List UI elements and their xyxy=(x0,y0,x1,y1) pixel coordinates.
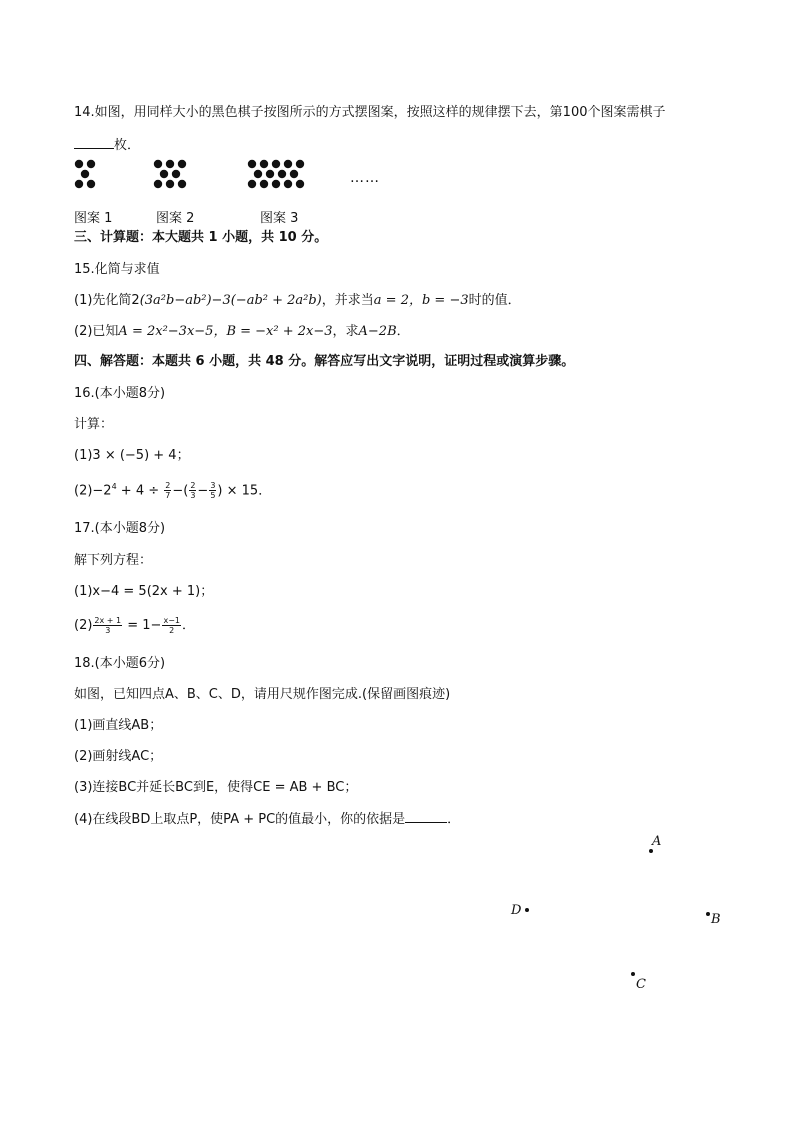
q18-part2: (2)画射线AC； xyxy=(74,749,163,764)
caption-pattern-1: 图案 1 xyxy=(74,211,113,226)
chess-piece xyxy=(166,180,174,188)
q18-part1: (1)画直线AB； xyxy=(74,718,163,733)
chess-piece xyxy=(75,180,83,188)
chess-piece xyxy=(260,160,268,168)
chess-piece xyxy=(248,180,256,188)
chess-piece xyxy=(75,160,83,168)
q16-title: 16.(本小题8分) xyxy=(74,386,166,401)
chess-piece xyxy=(278,170,286,178)
q15-title: 15.化简与求值 xyxy=(74,262,160,277)
chess-piece xyxy=(178,160,186,168)
fraction: $\frac{2}{3}$ xyxy=(190,481,196,501)
fraction: $\frac{3}{5}$ xyxy=(210,481,216,501)
q18-part3: (3)连接BC并延长BC到E，使得CE = AB + BC； xyxy=(74,780,358,795)
q18-part4: (4)在线段BD上取点P，使PA + PC的值最小，你的依据是 ． xyxy=(74,812,461,827)
fraction: $\frac{x-1}{2}$ xyxy=(163,616,180,635)
chess-piece xyxy=(248,160,256,168)
chess-piece xyxy=(284,160,292,168)
chess-piece xyxy=(154,160,162,168)
chess-piece xyxy=(172,170,180,178)
q15-part2: (2)已知A = 2x²−3x−5，B = −x² + 2x−3，求A−2B． xyxy=(74,324,410,339)
point-d-label: D xyxy=(511,903,522,918)
q17-part2: (2) $\frac{2x + 1}{3}$ = 1− $\frac{x-1}{2}$ ． xyxy=(74,616,195,635)
q16-intro: 计算： xyxy=(74,417,114,432)
q18-intro: 如图，已知四点A、B、C、D，请用尺规作图完成.(保留画图痕迹) xyxy=(74,687,451,702)
q16-part2: $(2)-2^4 + 4$ ÷ $\frac{2}{7}$ −( $\frac{2}{3}$ − $\frac{3}{5}$ ) × 15． xyxy=(74,481,272,501)
q17-part1: (1)x−4 = 5(2x + 1)； xyxy=(74,584,214,599)
fraction: $\frac{2x + 1}{3}$ xyxy=(94,616,122,635)
chess-piece xyxy=(272,160,280,168)
section-3-heading: 三、计算题：本大题共 1 小题，共 10 分。 xyxy=(74,230,328,245)
answer-blank[interactable] xyxy=(405,810,447,823)
chess-piece xyxy=(87,160,95,168)
q15-part1: (1)先化简2(3a²b−ab²)−3(−ab² + 2a²b)，并求当a = 2，b = −3时的值． xyxy=(74,293,521,308)
caption-pattern-2: 图案 2 xyxy=(156,211,195,226)
chess-piece xyxy=(290,170,298,178)
q16-part1: (1)3 × (−5) + 4； xyxy=(74,448,190,463)
q14-text: 14.如图，用同样大小的黑色棋子按图所示的方式摆图案，按照这样的规律摆下去，第100个图案需棋子 xyxy=(74,105,666,120)
point-a-label: A xyxy=(652,834,662,849)
chess-piece xyxy=(81,170,89,178)
point-d-dot xyxy=(525,908,529,912)
chess-piece xyxy=(160,170,168,178)
chess-piece xyxy=(284,180,292,188)
point-a-dot xyxy=(649,849,653,853)
q17-title: 17.(本小题8分) xyxy=(74,521,166,536)
point-b-dot xyxy=(706,912,710,916)
point-c-label: C xyxy=(636,977,646,992)
chess-piece xyxy=(178,180,186,188)
chess-piece xyxy=(254,170,262,178)
point-b-label: B xyxy=(711,912,721,927)
chess-piece xyxy=(260,180,268,188)
q14-line2: 枚． xyxy=(74,136,140,155)
ellipsis: …… xyxy=(350,170,380,186)
q18-title: 18.(本小题6分) xyxy=(74,656,166,671)
section-4-heading: 四、解答题：本题共 6 小题，共 48 分。解答应写出文字说明，证明过程或演算步骤。 xyxy=(74,354,575,369)
answer-blank[interactable] xyxy=(74,136,114,149)
chess-piece xyxy=(296,160,304,168)
q17-intro: 解下列方程： xyxy=(74,553,153,568)
point-c-dot xyxy=(631,972,635,976)
chess-piece xyxy=(272,180,280,188)
caption-pattern-3: 图案 3 xyxy=(260,211,299,226)
chess-piece xyxy=(166,160,174,168)
chess-piece xyxy=(296,180,304,188)
chess-piece xyxy=(87,180,95,188)
chess-piece xyxy=(266,170,274,178)
chess-piece xyxy=(154,180,162,188)
fraction: $\frac{2}{7}$ xyxy=(165,481,171,501)
